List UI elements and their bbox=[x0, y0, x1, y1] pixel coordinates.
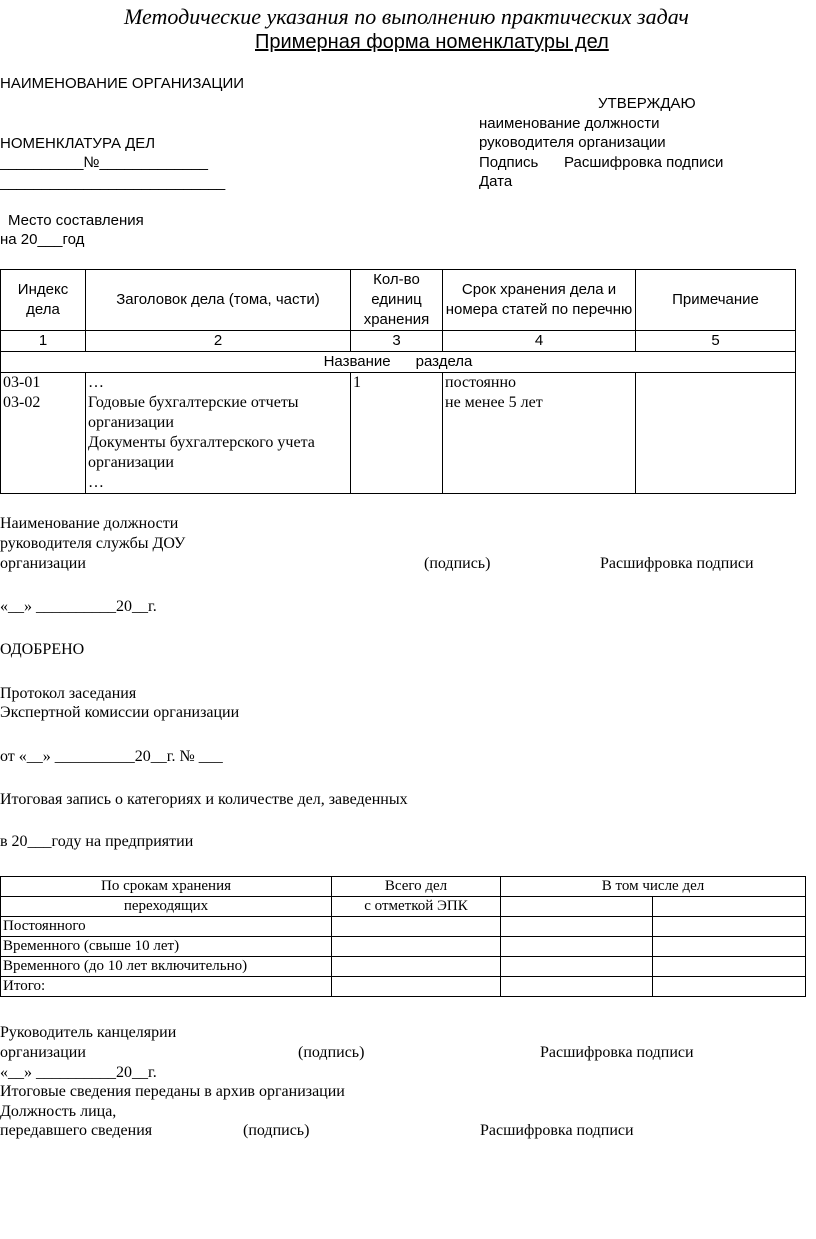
approve-signature: Подпись bbox=[479, 154, 539, 171]
header-term: Срок хранения дела и номера статей по перечню bbox=[443, 270, 636, 331]
summary-cell bbox=[501, 977, 653, 997]
summary-cell bbox=[332, 937, 501, 957]
count-line: 1 bbox=[353, 374, 361, 391]
table-header-row bbox=[1, 270, 796, 331]
summary-cell bbox=[332, 917, 501, 937]
col-number: 1 bbox=[1, 331, 86, 352]
index-cell bbox=[1, 373, 86, 494]
place-label: Место составления bbox=[8, 212, 144, 229]
nomenclature-label: НОМЕНКЛАТУРА ДЕЛ bbox=[0, 135, 156, 152]
org-name-label: НАИМЕНОВАНИЕ ОРГАНИЗАЦИИ bbox=[0, 75, 245, 92]
position-line: Должность лица, bbox=[0, 1103, 117, 1120]
footer-decoding: Расшифровка подписи bbox=[540, 1044, 694, 1061]
page-subtitle: Примерная форма номенклатуры дел bbox=[255, 31, 609, 53]
signoff-date-line: «__» __________20__г. bbox=[0, 598, 157, 615]
summary-header-term: По срокам хранения bbox=[1, 877, 332, 897]
approve-head-line: руководителя организации bbox=[479, 134, 666, 151]
title-line: Документы бухгалтерского учета bbox=[88, 434, 315, 451]
protocol-date-line: от «__» __________20__г. № ___ bbox=[0, 748, 223, 765]
summary-header-transitional: переходящих bbox=[1, 897, 332, 917]
nomenclature-number-line: __________№_____________ bbox=[0, 154, 208, 171]
archive-line: Итоговые сведения переданы в архив организации bbox=[0, 1083, 345, 1100]
term-line: не менее 5 лет bbox=[445, 394, 543, 411]
summary-table bbox=[0, 876, 806, 997]
blank-line: ___________________________ bbox=[0, 174, 226, 191]
summary-cell bbox=[501, 897, 653, 917]
summary-row-label: Временного (до 10 лет включительно) bbox=[1, 957, 332, 977]
title-line: организации bbox=[88, 454, 174, 471]
summary-cell bbox=[653, 977, 806, 997]
header-note: Примечание bbox=[636, 270, 796, 331]
header-index: Индекс дела bbox=[1, 270, 86, 331]
table-row bbox=[1, 977, 806, 997]
summary-cell bbox=[653, 937, 806, 957]
summary-year-line: в 20___году на предприятии bbox=[0, 833, 194, 850]
term-line: постоянно bbox=[445, 374, 517, 391]
approve-date: Дата bbox=[479, 173, 513, 190]
summary-cell bbox=[501, 957, 653, 977]
signoff-position-line: Наименование должности bbox=[0, 515, 179, 532]
summary-row-label: Временного (свыше 10 лет) bbox=[1, 937, 332, 957]
summary-row-label: Итого: bbox=[1, 977, 332, 997]
title-cell bbox=[86, 373, 351, 494]
col-number: 5 bbox=[636, 331, 796, 352]
footer-date-line: «__» __________20__г. bbox=[0, 1064, 157, 1081]
summary-row-label: Постоянного bbox=[1, 917, 332, 937]
signoff-decoding: Расшифровка подписи bbox=[600, 555, 754, 572]
summary-cell bbox=[653, 957, 806, 977]
col-number: 2 bbox=[86, 331, 351, 352]
summary-cell bbox=[653, 917, 806, 937]
section-row bbox=[1, 352, 796, 373]
col-number: 4 bbox=[443, 331, 636, 352]
summary-header-row bbox=[1, 877, 806, 897]
table-row bbox=[1, 937, 806, 957]
approved-title: ОДОБРЕНО bbox=[0, 641, 85, 658]
footer-org-line: организации bbox=[0, 1044, 86, 1061]
summary-header-total: Всего дел bbox=[332, 877, 501, 897]
footer-signature: (подпись) bbox=[298, 1044, 365, 1061]
approve-signature-decoding: Расшифровка подписи bbox=[564, 154, 724, 171]
section-name: Название раздела bbox=[1, 352, 796, 373]
note-cell bbox=[636, 373, 796, 494]
index-line: 03-02 bbox=[3, 394, 41, 411]
header-count: Кол-во единиц хранения bbox=[351, 270, 443, 331]
count-cell bbox=[351, 373, 443, 494]
summary-header-including: В том числе дел bbox=[501, 877, 806, 897]
summary-cell bbox=[501, 937, 653, 957]
page-title: Методические указания по выполнению практических задач bbox=[124, 4, 689, 29]
summary-cell bbox=[501, 917, 653, 937]
summary-subheader-row bbox=[1, 897, 806, 917]
year-label: на 20___год bbox=[0, 231, 85, 248]
table-number-row bbox=[1, 331, 796, 352]
footer-decoding-2: Расшифровка подписи bbox=[480, 1122, 634, 1139]
title-line: организации bbox=[88, 414, 174, 431]
summary-cell bbox=[332, 957, 501, 977]
approve-title: УТВЕРЖДАЮ bbox=[598, 95, 696, 112]
footer-signature-2: (подпись) bbox=[243, 1122, 310, 1139]
transferred-line: передавшего сведения bbox=[0, 1122, 153, 1139]
col-number: 3 bbox=[351, 331, 443, 352]
title-line: Годовые бухгалтерские отчеты bbox=[88, 394, 299, 411]
signoff-service-line: руководителя службы ДОУ bbox=[0, 535, 186, 552]
table-row bbox=[1, 917, 806, 937]
summary-intro: Итоговая запись о категориях и количестве дел, заведенных bbox=[0, 791, 408, 808]
table-row bbox=[1, 957, 806, 977]
title-line: … bbox=[88, 374, 104, 391]
summary-header-epk: с отметкой ЭПК bbox=[332, 897, 501, 917]
nomenclature-table bbox=[0, 269, 796, 494]
summary-cell bbox=[332, 977, 501, 997]
term-cell bbox=[443, 373, 636, 494]
signoff-org-line: организации bbox=[0, 555, 86, 572]
title-line: … bbox=[88, 474, 104, 491]
header-title: Заголовок дела (тома, части) bbox=[86, 270, 351, 331]
signoff-signature: (подпись) bbox=[424, 555, 491, 572]
commission-line: Экспертной комиссии организации bbox=[0, 704, 240, 721]
index-line: 03-01 bbox=[3, 374, 41, 391]
table-row bbox=[1, 373, 796, 494]
footer-head-line: Руководитель канцелярии bbox=[0, 1024, 177, 1041]
protocol-line: Протокол заседания bbox=[0, 685, 137, 702]
summary-cell bbox=[653, 897, 806, 917]
approve-position-line: наименование должности bbox=[479, 115, 660, 132]
